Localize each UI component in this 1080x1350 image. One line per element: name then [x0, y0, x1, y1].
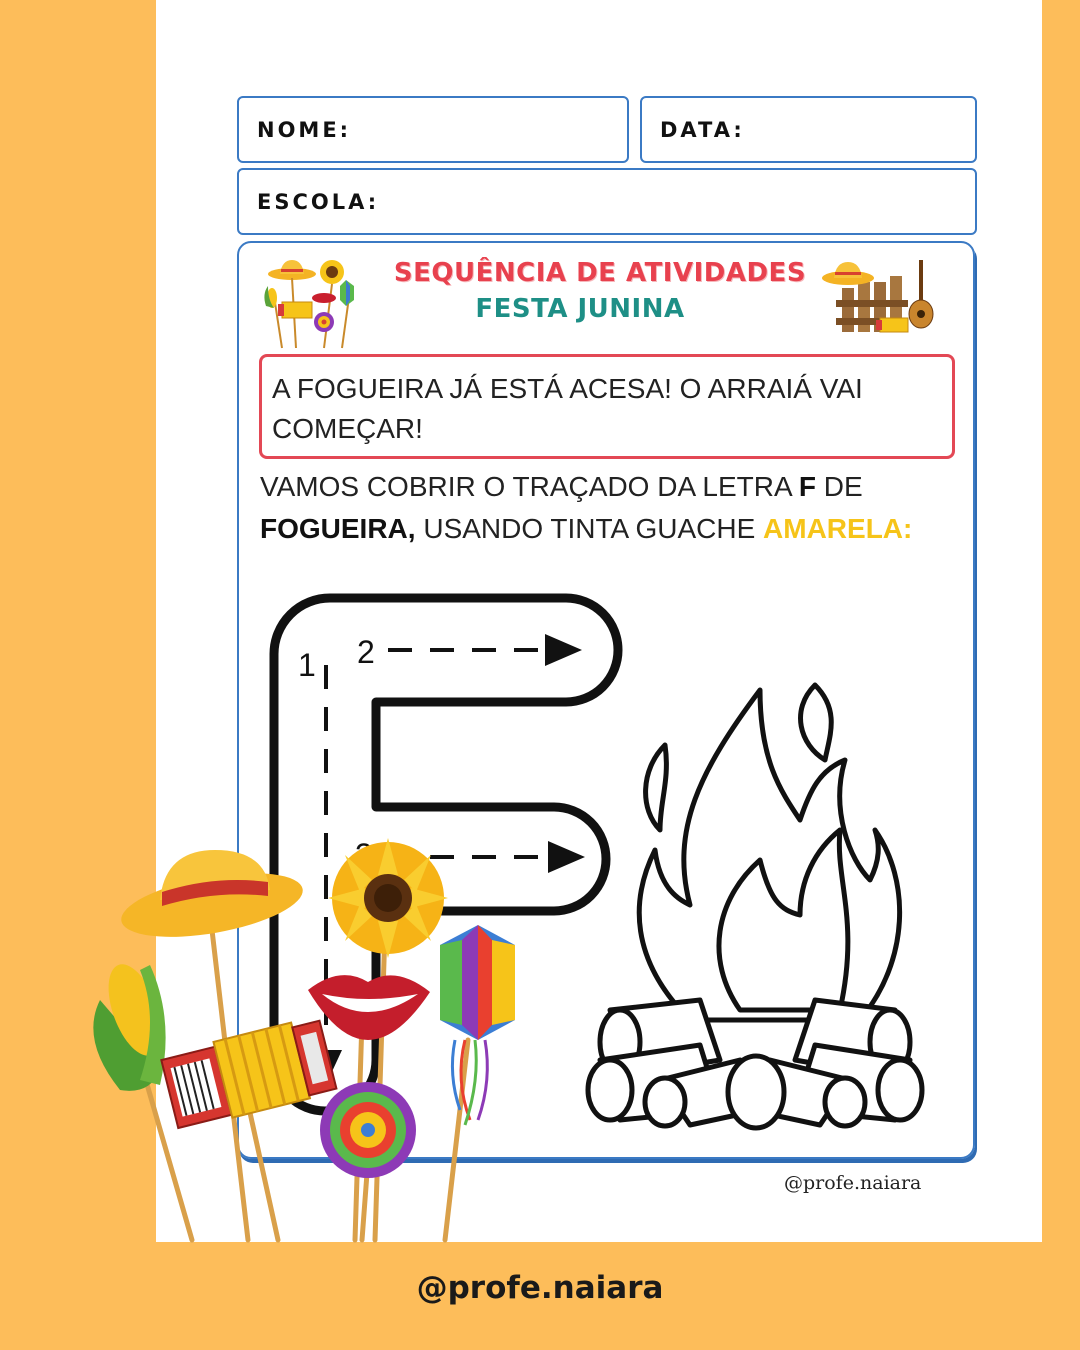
corn-icon: [93, 957, 172, 1090]
step-number-2: 2: [357, 634, 375, 670]
instruction-part1: VAMOS COBRIR O TRAÇADO DA LETRA: [260, 471, 799, 502]
sheet-credit: @profe.naiara: [784, 1172, 922, 1194]
name-label: NOME:: [257, 117, 352, 142]
alert-message: A FOGUEIRA JÁ ESTÁ ACESA! O ARRAIÁ VAI COMEÇAR!: [259, 354, 955, 459]
instruction-letter: F: [798, 471, 816, 502]
step-number-1: 1: [298, 647, 316, 683]
instruction-color-word: AMARELA:: [763, 513, 913, 544]
sunflower-icon: [328, 838, 448, 958]
instruction-part2: DE: [815, 471, 863, 502]
paper-lantern-icon: [440, 925, 515, 1125]
footer-handle[interactable]: @profe.naiara: [416, 1270, 664, 1306]
school-label: ESCOLA:: [257, 189, 380, 214]
instruction-part3: USANDO TINTA GUACHE: [415, 513, 764, 544]
date-label: DATA:: [660, 117, 745, 142]
page-subtitle: FESTA JUNINA: [475, 294, 685, 324]
instruction-word: FOGUEIRA,: [260, 513, 416, 544]
lips-icon: [308, 975, 430, 1040]
rosette-icon: [320, 1082, 416, 1178]
accordion-icon: [160, 1016, 337, 1131]
page-title: SEQUÊNCIA DE ATIVIDADES: [393, 258, 807, 288]
